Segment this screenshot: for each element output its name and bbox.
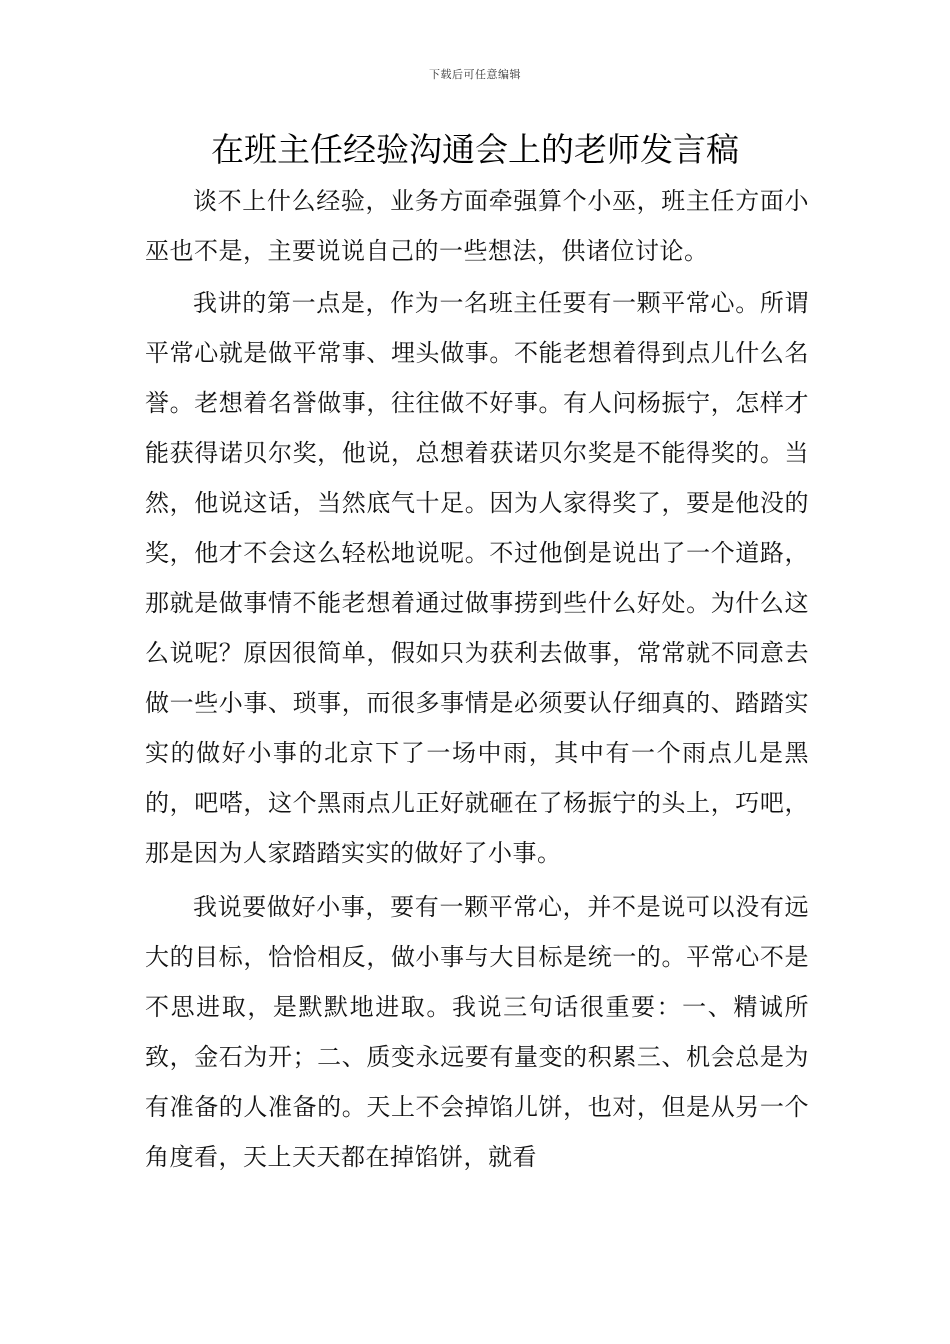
paragraph-first-point: 我讲的第一点是，作为一名班主任要有一颗平常心。所谓平常心就是做平常事、埋头做事。不能老想着得到点儿什么名誉。老想着名誉做事，往往做不好事。有人问杨振宁，怎样才能获得诺贝尔奖，他说，总想着获诺贝尔奖是不能得奖的。当然，他说这话，当然底气十足。因为人家得奖了，要是他没的奖，他才不会这么轻松地说呢。不过他倒是说出了一个道路，那就是做事情不能老想着通过做事捞到些什么好处。为什么这么说呢？原因很简单，假如只为获利去做事，常常就不同意去做一些小事、琐事，而很多事情是必须要认仔细真的、踏踏实实的做好小事的北京下了一场中雨，其中有一个雨点儿是黑的，吧嗒，这个黑雨点儿正好就砸在了杨振宁的头上，巧吧，那是因为人家踏踏实实的做好了小事。 — [145, 289, 809, 867]
paragraph-second-point: 我说要做好小事，要有一颗平常心，并不是说可以没有远大的目标，恰恰相反，做小事与大目标是统一的。平常心不是不思进取，是默默地进取。我说三句话很重要：一、精诚所致，金石为开；二、质变永远要有量变的积累三、机会总是为有准备的人准备的。天上不会掉馅儿饼，也对，但是从另一个角度看，天上天天都在掉馅饼，就看 — [145, 893, 809, 1171]
paragraph-intro: 谈不上什么经验，业务方面牵强算个小巫，班主任方面小巫也不是，主要说说自己的一些想法，供诸位讨论。 — [145, 187, 809, 265]
header-note: 下载后可任意编辑 — [429, 68, 521, 81]
document-title: 在班主任经验沟通会上的老师发言稿 — [211, 130, 739, 169]
document-body — [145, 176, 809, 1182]
